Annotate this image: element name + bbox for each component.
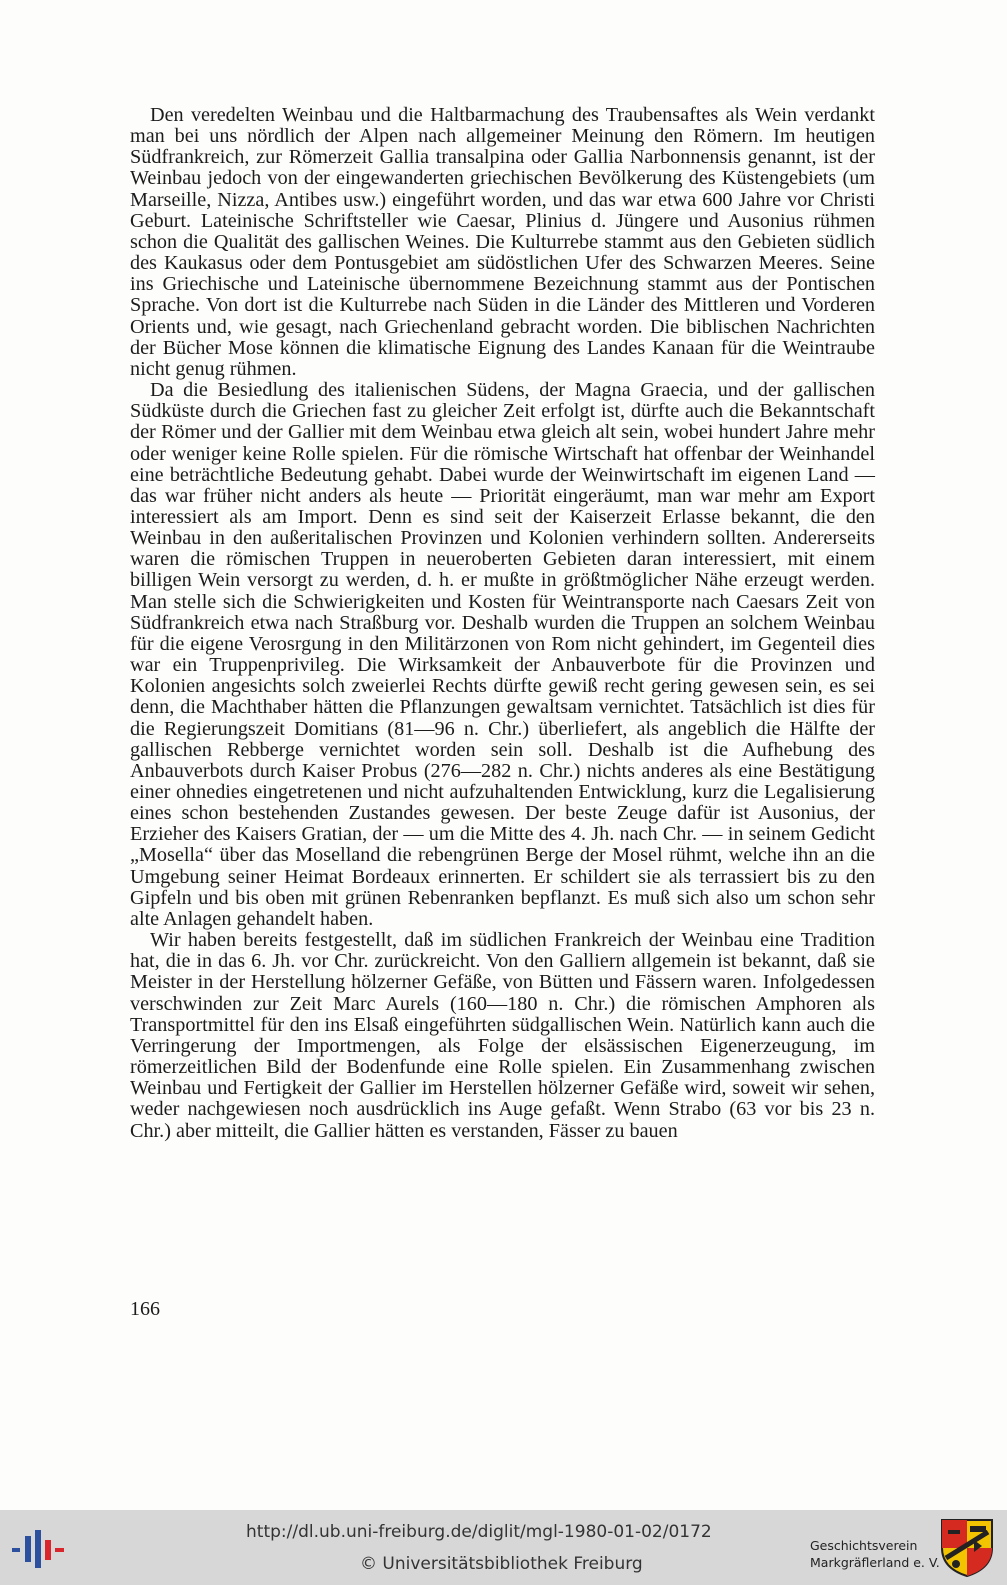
body-text <box>130 105 875 1142</box>
permalink-url[interactable]: http://dl.ub.uni-freiburg.de/diglit/mgl-1980-01-02/0172 <box>246 1522 712 1542</box>
paragraph-1: Den veredelten Weinbau und die Haltbarmachung des Traubensaftes als Wein verdankt man bei uns nördlich der Alpen nach allgemeiner Meinung den Römern. Im heutigen Südfrankreich, zur Römerzeit Gallia transalpina oder Gallia Narbonnensis genannt, ist der Weinbau jedoch von der eingewanderten griechischen Bevölkerung des Küstengebiets (um Marseille, Nizza, Antibes usw.) eingeführt worden, und das war etwa 600 Jahre vor Christi Geburt. Lateinische Schriftsteller wie Caesar, Plinius d. Jüngere und Ausonius rühmen schon die Qualität des gallischen Weines. Die Kulturrebe stammt aus den Gebieten südlich des Kaukasus oder dem Pontusgebiet am südöstlichen Ufer des Schwarzen Meeres. Seine ins Griechische und Lateinische übernommene Bezeichnung stammt aus der Pontischen Sprache. Von dort ist die Kulturrebe nach Süden in die Länder des Mittleren und Vorderen Orients und, wie gesagt, nach Griechenland gebracht worden. Die biblischen Nachrichten der Bücher Mose können die klimatische Eignung des Landes Kanaan für die Weintraube nicht genug rühmen. <box>130 104 875 380</box>
association-line-2: Markgräflerland e. V. <box>810 1555 940 1570</box>
copyright-notice: © Universitätsbibliothek Freiburg <box>360 1554 643 1574</box>
coat-of-arms-icon <box>940 1518 994 1578</box>
paragraph-2: Da die Besiedlung des italienischen Südens, der Magna Graecia, und der gallischen Südküste durch die Griechen fast zu gleicher Zeit erfolgt ist, dürfte auch die Bekanntschaft der Römer und der Gallier mit dem Weinbau etwa gleich alt sein, wobei hundert Jahre mehr oder weniger keine Rolle spielen. Für die römische Wirtschaft hat offenbar der Weinhandel eine beträchtliche Bedeutung gehabt. Dabei wurde der Weinwirtschaft im eigenen Land — das war früher nicht anders als heute — Priorität eingeräumt, man war mehr am Export interessiert als am Import. Denn es sind seit der Kaiserzeit Erlasse bekannt, die den Weinbau in den außeritalischen Provinzen und Kolonien verhindern sollten. Andererseits waren die römischen Truppen in neueroberten Gebieten daran interessiert, mit einem billigen Wein versorgt zu werden, d. h. er mußte in größtmöglicher Nähe erzeugt werden. Man stelle sich die Schwierigkeiten und Kosten für Weintransporte nach Caesars Zeit von Südfrankreich etwa nach Straßburg vor. Deshalb wurden die Truppen an solchem Weinbau für die eigene Verosrgung in den Militärzonen von Rom nicht gehindert, im Gegenteil dies war ein Truppenprivileg. Die Wirksamkeit der Anbauverbote für die Provinzen und Kolonien angesichts solch zweierlei Rechts dürfte gewiß recht gering gewesen sein, es sei denn, die Machthaber hätten die Pflanzungen gewaltsam vernichtet. Tatsächlich ist dies für die Regierungszeit Domitians (81—96 n. Chr.) überliefert, als angeblich die Hälfte der gallischen Rebberge vernichtet worden sein soll. Deshalb ist die Aufhebung des Anbauverbots durch Kaiser Probus (276—282 n. Chr.) nichts anderes als eine Bestätigung einer ohnedies eingetretenen und nicht aufzuhaltenden Entwicklung, kurz die Legalisierung eines schon bestehenden Zustandes gewesen. Der beste Zeuge dafür ist Ausonius, der Erzieher des Kaisers Gratian, der — um die Mitte des 4. Jh. nach Chr. — in seinem Gedicht „Mosella“ über das Moselland die rebengrünen Berge der Mosel rühmt, welche ihn an die Umgebung seiner Heimat Bordeaux erinnerten. Er schildert sie als terrassiert bis zu den Gipfeln und bis oben mit grünen Rebenranken bepflanzt. Es muß sich also um schon sehr alte Anlagen gehandelt haben. <box>130 379 875 930</box>
page-number: 166 <box>130 1298 160 1320</box>
ub-freiburg-logo-icon[interactable] <box>12 1530 64 1568</box>
paragraph-3: Wir haben bereits festgestellt, daß im südlichen Frankreich der Weinbau eine Tradition hat, die in das 6. Jh. vor Chr. zurückreicht. Von den Galliern allgemein ist bekannt, daß sie Meister in der Herstellung hölzerner Gefäße, von Bütten und Fässern waren. Infolgedessen verschwinden zur Zeit Marc Aurels (160—180 n. Chr.) die römischen Amphoren als Transportmittel für den ins Elsaß eingeführten südgallischen Wein. Natürlich kann auch die Verringerung der Importmengen, als Folge der elsässischen Eigenerzeugung, im römerzeitlichen Bild der Bodenfunde eine Rolle spielen. Ein Zusammenhang zwischen Weinbau und Fertigkeit der Gallier im Herstellen hölzerner Gefäße wird, soweit wir sehen, weder nachgewiesen noch ausdrücklich ins Auge gefaßt. Wenn Strabo (63 vor bis 23 n. Chr.) aber mitteilt, die Gallier hätten es verstanden, Fässer zu bauen <box>130 929 875 1142</box>
association-line-1: Geschichtsverein <box>810 1538 918 1553</box>
footer-bar <box>0 1510 1007 1585</box>
association-name <box>810 1537 940 1571</box>
